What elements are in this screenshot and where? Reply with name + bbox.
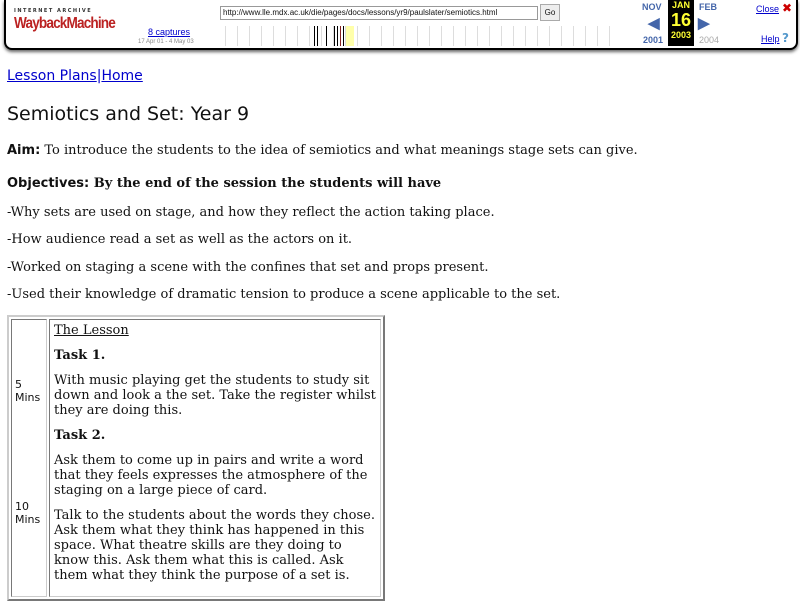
close-link[interactable]: Close xyxy=(756,4,780,14)
help-link[interactable]: Help xyxy=(761,34,780,44)
objectives-label: Objectives: xyxy=(7,176,90,191)
prev-arrow-icon[interactable]: ◀ xyxy=(648,15,660,32)
capture-range: 17 Apr 01 - 4 May 03 xyxy=(138,39,194,45)
task2-text: Ask them to come up in pairs and write a word that they feels expresses the atmosphere of the staging on a large piece of card. xyxy=(54,453,368,498)
capture-tick[interactable] xyxy=(314,26,315,46)
capture-tick[interactable] xyxy=(340,26,341,46)
lesson-cell xyxy=(49,319,381,597)
home-link[interactable]: Home xyxy=(101,68,143,84)
nav-separator: | xyxy=(96,68,102,84)
current-month: JAN xyxy=(671,0,690,10)
task2-text2: Talk to the students about the words they chose. Ask them what they think has happened in this space. What theatre skills are they doing to know this. Ask them what this is called. Ask them what they think the purpose of a set is. xyxy=(54,508,375,583)
task1-heading: Task 1. xyxy=(54,348,106,363)
wayback-toolbar xyxy=(4,0,798,50)
capture-tick[interactable] xyxy=(343,26,344,46)
objective-item: -Worked on staging a scene with the confines that set and props present. xyxy=(7,260,489,275)
url-input[interactable]: http://www.lle.mdx.ac.uk/die/pages/docs/lessons/yr9/paulslater/semiotics.html xyxy=(220,6,538,20)
capture-tick[interactable] xyxy=(337,26,338,46)
current-capture-highlight[interactable] xyxy=(346,26,354,46)
next-month[interactable]: FEB xyxy=(699,2,717,12)
task1-text: With music playing get the students to study sit down and look a the set. Take the register whilst they are doing this. xyxy=(54,373,376,418)
time-task1: 5 Mins xyxy=(15,378,41,404)
aim-label: Aim: xyxy=(7,143,41,158)
objective-item: -How audience read a set as well as the actors on it. xyxy=(7,232,353,247)
objective-item: -Why sets are used on stage, and how they reflect the action taking place. xyxy=(7,205,495,220)
page-title: Semiotics and Set: Year 9 xyxy=(7,103,250,125)
lesson-table xyxy=(7,315,385,601)
current-day: 16 xyxy=(670,10,692,30)
next-year: 2004 xyxy=(699,35,720,45)
close-icon[interactable]: ✖ xyxy=(782,1,793,15)
go-button[interactable]: Go xyxy=(540,4,560,21)
time-task2: 10 Mins xyxy=(15,500,41,526)
next-arrow-icon[interactable]: ▶ xyxy=(698,15,710,32)
task2-heading: Task 2. xyxy=(54,428,106,443)
current-date xyxy=(668,0,694,46)
breadcrumb xyxy=(7,68,143,84)
time-cell xyxy=(11,319,47,597)
lesson-heading: The Lesson xyxy=(54,323,129,338)
logo-top: INTERNET ARCHIVE xyxy=(14,8,93,14)
help-icon[interactable]: ? xyxy=(782,31,789,45)
lesson-plans-link[interactable]: Lesson Plans xyxy=(7,68,97,84)
capture-tick[interactable] xyxy=(326,26,327,46)
captures-link[interactable]: 8 captures xyxy=(148,27,191,37)
current-year: 2003 xyxy=(670,30,692,40)
capture-tick[interactable] xyxy=(317,26,318,46)
prev-month[interactable]: NOV xyxy=(642,2,662,12)
aim-text: To introduce the students to the idea of semiotics and what meanings stage sets can give. xyxy=(40,143,638,158)
prev-year[interactable]: 2001 xyxy=(643,35,664,45)
wayback-logo[interactable]: WaybackMachine xyxy=(14,15,115,32)
objective-item: -Used their knowledge of dramatic tension to produce a scene applicable to the set. xyxy=(7,287,561,302)
objectives-text: By the end of the session the students will have xyxy=(89,176,442,191)
objectives xyxy=(7,176,441,191)
capture-tick[interactable] xyxy=(334,26,335,46)
timeline[interactable] xyxy=(214,26,610,46)
aim xyxy=(7,143,638,158)
